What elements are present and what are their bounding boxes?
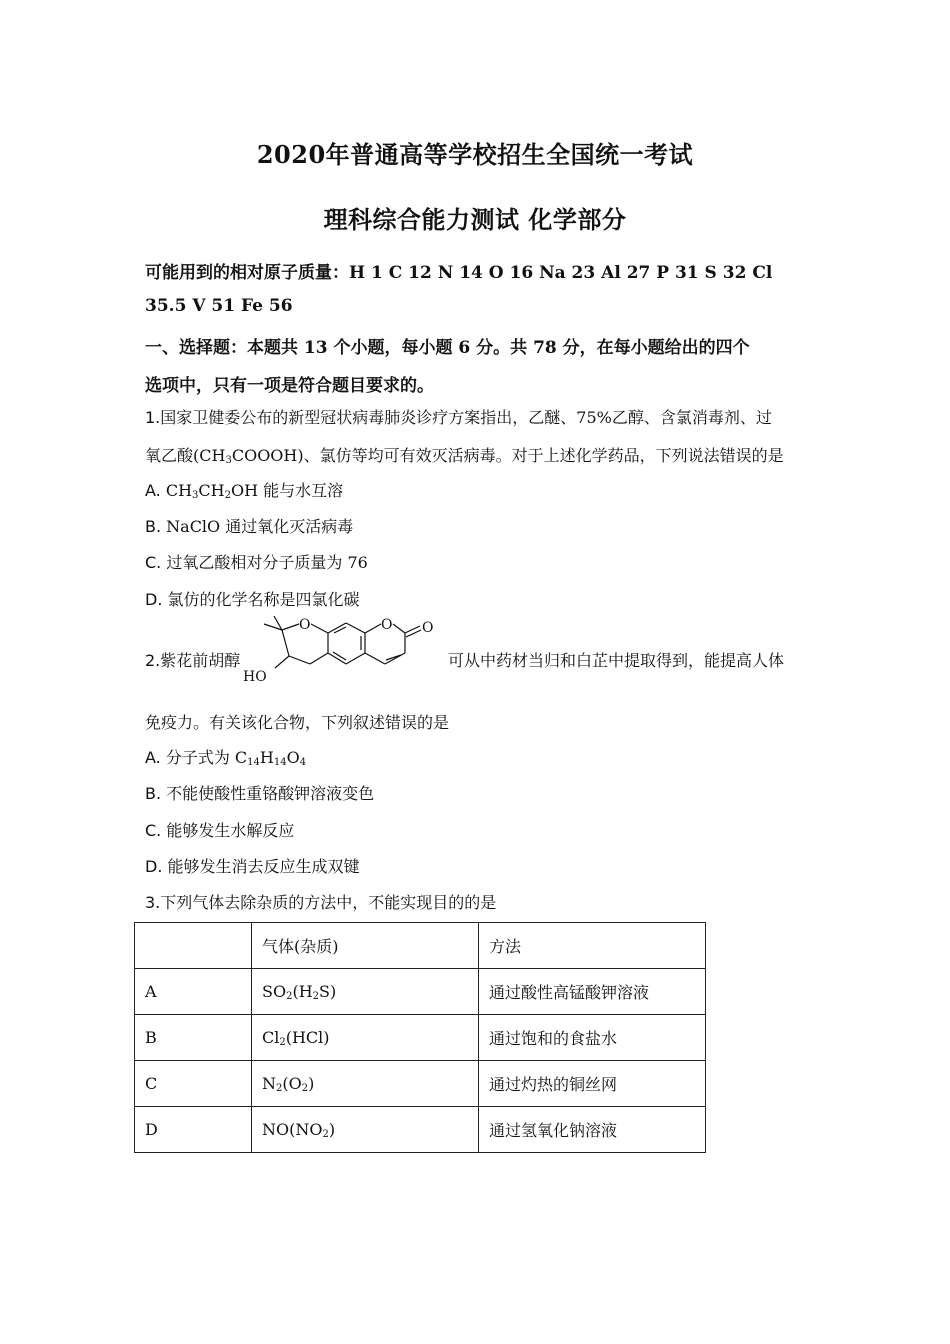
q2-option-b: B. 不能使酸性重铬酸钾溶液变色 (145, 784, 375, 803)
row-label: C (135, 1061, 252, 1107)
q2-option-d: D. 能够发生消去反应生成双键 (145, 857, 360, 876)
q2-number: 2. (145, 651, 161, 670)
q1-option-d: D. 氯仿的化学名称是四氯化碳 (145, 590, 360, 609)
q1-option-a: A. $CH_3CH_2OH$ 能与水互溶 (145, 481, 344, 501)
atomic-mass-line-1 (145, 258, 772, 283)
atomic-mass-label: 可能用到的相对原子质量： (145, 263, 349, 283)
q3-number: 3. (145, 893, 161, 912)
table-header-gas: 气体(杂质) (252, 923, 479, 969)
q1-option-b: B. NaClO 通过氧化灭活病毒 (145, 517, 354, 536)
atomic-mass-values: H 1 C 12 N 14 O 16 Na 23 Al 27 P 31 S 32 Cl (349, 263, 773, 283)
compound-name: 紫花前胡醇 (160, 651, 241, 670)
bond-c-o2 (365, 624, 381, 633)
bond-o1-c (311, 624, 328, 633)
table-header-row (135, 923, 706, 969)
table-row (135, 1015, 706, 1061)
q2-option-c: C. 能够发生水解反应 (145, 821, 295, 840)
q2-stem-start (145, 648, 240, 671)
q2-stem-line-2: 免疫力。有关该化合物，下列叙述错误的是 (145, 713, 450, 732)
benzene-bond-2 (346, 623, 365, 633)
table-row (135, 1107, 706, 1153)
bond-ch2-choh (289, 656, 310, 664)
bond-c-ch2 (310, 653, 328, 664)
row-gas: $NO(NO_2)$ (252, 1107, 479, 1153)
section-heading-line-1: 一、选择题：本题共 13 个小题，每小题 6 分。共 78 分，在每小题给出的四个 (145, 338, 750, 358)
table-header-method: 方法 (479, 923, 706, 969)
q2-stem-tail: 可从中药材当归和白芷中提取得到，能提高人体 (448, 651, 785, 670)
table-cell (135, 923, 252, 969)
oxygen-label-lactone: O (381, 617, 393, 633)
row-method: 通过酸性高锰酸钾溶液 (479, 969, 706, 1015)
row-gas: $Cl_2(HCl)$ (252, 1015, 479, 1061)
q1-stem-line-2: 氧乙酸$(CH_3COOOH)$、氯仿等均可有效灭活病毒。对于上述化学药品，下列说法错误的是 (145, 446, 784, 466)
exam-subtitle: 理科综合能力测试 化学部分 (323, 205, 627, 234)
bond-c-o1 (282, 624, 299, 630)
bond-choh-cme2 (282, 630, 289, 656)
benzene-bond-4 (346, 653, 365, 664)
q1-option-c: C. 过氧乙酸相对分子质量为 76 (145, 553, 368, 572)
chemical-structure-diagram (242, 616, 448, 688)
row-label: B (135, 1015, 252, 1061)
oxygen-label-pyran: O (299, 617, 311, 633)
gas-purification-table (134, 922, 706, 1153)
q1-stem-line-1: 1.国家卫健委公布的新型冠状病毒肺炎诊疗方案指出，乙醚、75%乙醇、含氯消毒剂、过 (145, 408, 772, 427)
benzene-double-1 (334, 627, 346, 633)
bond-ch-ch (385, 653, 405, 664)
exam-title: 2020年普通高等学校招生全国统一考试 (256, 140, 694, 169)
q2-option-a: A. 分子式为 $C_{14}H_{14}O_4$ (145, 748, 307, 768)
bond-ch-fusion (365, 653, 385, 664)
q3-stem: 3.下列气体去除杂质的方法中，不能实现目的的是 (145, 893, 497, 912)
row-label: D (135, 1107, 252, 1153)
q1-number: 1. (145, 408, 161, 427)
table-row (135, 1061, 706, 1107)
oxygen-label-carbonyl: O (422, 620, 434, 636)
benzene-double-3 (333, 652, 346, 660)
bond-c-oh (275, 656, 289, 668)
row-method: 通过饱和的食盐水 (479, 1015, 706, 1061)
row-gas: $N_2(O_2)$ (252, 1061, 479, 1107)
row-label: A (135, 969, 252, 1015)
row-gas: $SO_2(H_2S)$ (252, 969, 479, 1015)
table-row (135, 969, 706, 1015)
row-method: 通过灼热的铜丝网 (479, 1061, 706, 1107)
section-heading-line-2: 选项中，只有一项是符合题目要求的。 (145, 376, 434, 396)
hydroxyl-label: HO (243, 669, 267, 685)
atomic-mass-line-2: 35.5 V 51 Fe 56 (145, 296, 293, 316)
row-method: 通过氢氧化钠溶液 (479, 1107, 706, 1153)
bond-o2-co (393, 624, 405, 633)
